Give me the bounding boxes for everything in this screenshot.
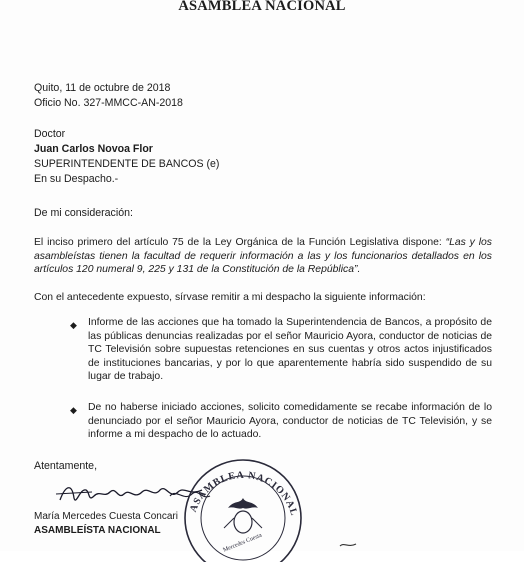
recipient-name: Juan Carlos Novoa Flor	[34, 143, 153, 155]
salutation: De mi consideración:	[34, 207, 133, 219]
signer-name: María Mercedes Cuesta Concari	[34, 511, 178, 522]
recipient-position: SUPERINTENDENTE DE BANCOS (e)	[34, 158, 220, 170]
official-seal-stamp	[180, 452, 306, 562]
legal-basis-lead: El inciso primero del artículo 75 de la Ley Orgánica de la Función Legislativa dispone:	[34, 237, 446, 248]
bullet-icon: ◆	[70, 405, 77, 415]
svg-text:Mercedes Cuesta: Mercedes Cuesta	[222, 532, 263, 554]
closing: Atentamente,	[34, 460, 98, 472]
oficio-number: Oficio No. 327-MMCC-AN-2018	[34, 97, 183, 109]
recipient-title: Doctor	[34, 128, 66, 140]
svg-text:ASAMBLEA NACIONAL: ASAMBLEA NACIONAL	[187, 469, 300, 518]
pen-mark	[338, 540, 358, 550]
request-item-2: De no haberse iniciado acciones, solicito comedidamente se recabe información de lo denunciado por el señor Mauricio Ayora, conductor de noticias de TC Televisión, y se informe a mi despacho de lo actuado.	[88, 402, 492, 441]
place-date: Quito, 11 de octubre de 2018	[34, 82, 171, 94]
recipient-office: En su Despacho.-	[34, 173, 119, 185]
signer-title: ASAMBLEÍSTA NACIONAL	[34, 525, 161, 536]
paragraph-legal-basis	[34, 236, 492, 277]
request-item-1: Informe de las acciones que ha tomado la Superintendencia de Bancos, a propósito de las públicas denuncias realizadas por el señor Mauricio Ayora, conductor de noticias de TC Televisión sobre supuestas retenciones en sus cuentas y otros actos injustificados de instituciones bancarias, y por lo que aparentemente habría sido suspendido de su lugar de trabajo.	[88, 317, 492, 383]
bullet-icon: ◆	[70, 320, 77, 330]
legal-basis-quote: “Las y los asambleístas tienen la facultad de requerir información a las y los funcionarios detallados en los artículos 120 numeral 9, 225 y 131 de la Constitución de la República”.	[34, 237, 492, 276]
letterhead-title: ASAMBLEA NACIONAL	[178, 0, 346, 14]
paragraph-request: Con el antecedente expuesto, sírvase remitir a mi despacho la siguiente información:	[34, 292, 426, 303]
